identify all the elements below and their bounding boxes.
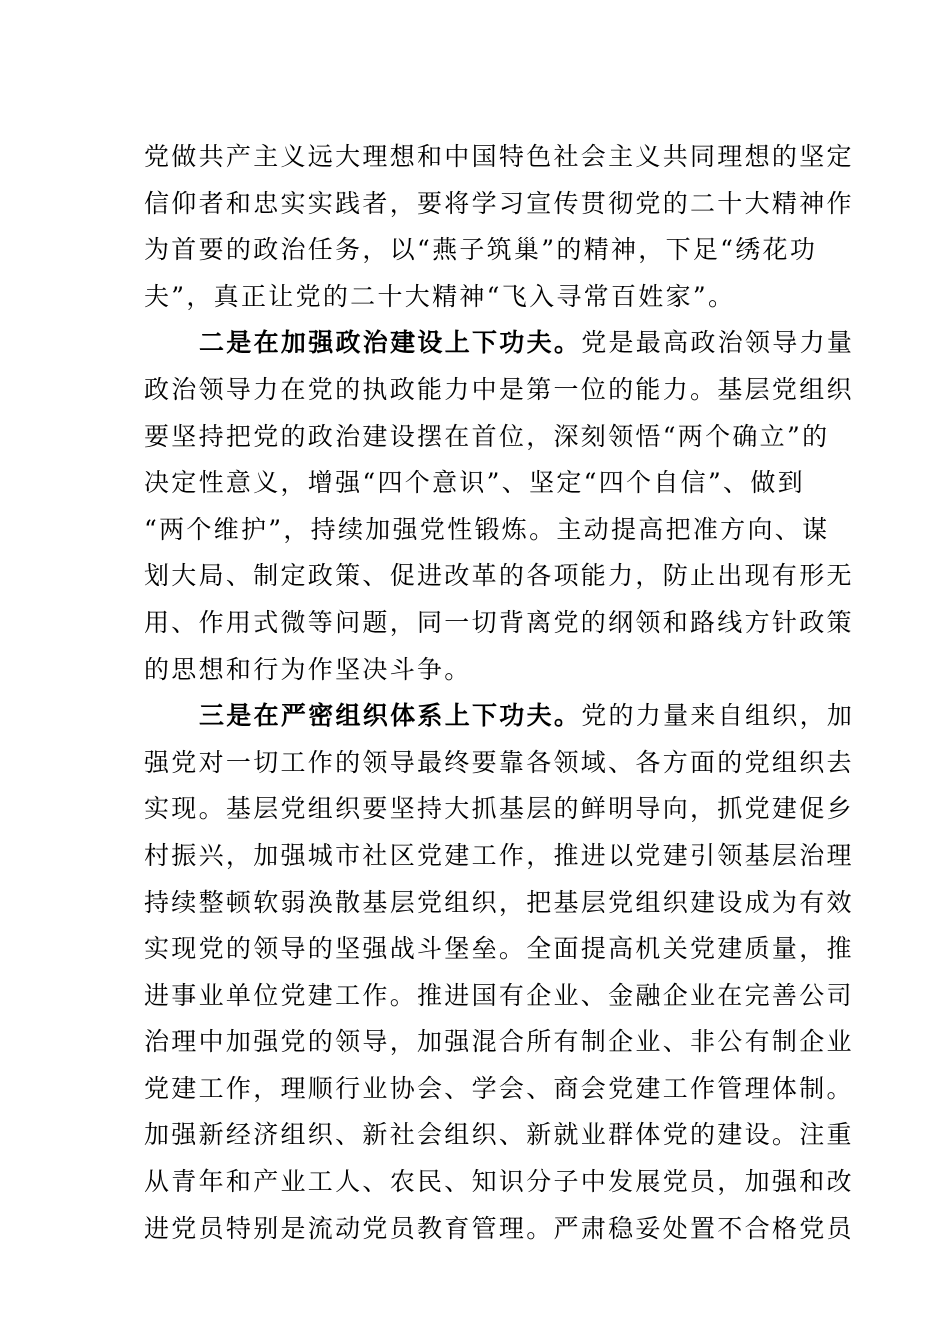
paragraph-3 (144, 693, 855, 1252)
paragraph-line: 实现。基层党组织要坚持大抓基层的鲜明导向，抓党建促乡 (144, 794, 854, 824)
paragraph-heading-rest: 党是最高政治领导力量 (581, 328, 855, 358)
paragraph-line: 持续整顿软弱涣散基层党组织，把基层党组织建设成为有效 (144, 887, 854, 917)
paragraph-line: “两个维护”，持续加强党性锻炼。主动提高把准方向、谋 (144, 514, 830, 544)
document-body (144, 134, 855, 1252)
paragraph-line: 决定性意义，增强“四个意识”、坚定“四个自信”、做到 (144, 468, 805, 498)
paragraph-line: 党建工作，理顺行业协会、学会、商会党建工作管理体制。 (144, 1073, 854, 1103)
paragraph-first-line (144, 320, 855, 367)
paragraph-line: 要坚持把党的政治建设摆在首位，深刻领悟“两个确立”的 (144, 421, 830, 451)
paragraph-line: 信仰者和忠实实践者，要将学习宣传贯彻党的二十大精神作 (144, 188, 854, 218)
paragraph-line: 加强新经济组织、新社会组织、新就业群体党的建设。注重 (144, 1120, 854, 1150)
paragraph-line: 政治领导力在党的执政能力中是第一位的能力。基层党组织 (144, 374, 854, 404)
paragraph-line: 村振兴，加强城市社区党建工作，推进以党建引领基层治理 (144, 840, 854, 870)
paragraph-heading-rest: 党的力量来自组织，加 (581, 701, 855, 731)
paragraph-2 (144, 320, 855, 693)
paragraph-heading: 二是在加强政治建设上下功夫。 (199, 328, 582, 358)
paragraph-line: 划大局、制定政策、促进改革的各项能力，防止出现有形无 (144, 561, 854, 591)
paragraph-line: 实现党的领导的坚强战斗堡垒。全面提高机关党建质量，推 (144, 934, 854, 964)
paragraph-line: 为首要的政治任务，以“燕子筑巢”的精神，下足“绣花功 (144, 235, 818, 265)
paragraph-line: 治理中加强党的领导，加强混合所有制企业、非公有制企业 (144, 1027, 854, 1057)
paragraph-line: 强党对一切工作的领导最终要靠各领域、各方面的党组织去 (144, 747, 854, 777)
paragraph-line: 用、作用式微等问题，同一切背离党的纲领和路线方针政策 (144, 607, 854, 637)
paragraph-line: 党做共产主义远大理想和中国特色社会主义共同理想的坚定 (144, 142, 854, 171)
paragraph-first-line (144, 693, 855, 740)
paragraph-line: 从青年和产业工人、农民、知识分子中发展党员，加强和改 (144, 1167, 854, 1197)
paragraph-line: 进党员特别是流动党员教育管理。严肃稳妥处置不合格党员 (144, 1213, 854, 1243)
paragraph-line: 夫”，真正让党的二十大精神“飞入寻常百姓家”。 (144, 281, 736, 311)
paragraph-line: 的思想和行为作坚决斗争。 (144, 654, 472, 684)
paragraph-heading: 三是在严密组织体系上下功夫。 (199, 701, 582, 731)
paragraph-1 (144, 134, 854, 320)
paragraph-line: 进事业单位党建工作。推进国有企业、金融企业在完善公司 (144, 980, 854, 1010)
